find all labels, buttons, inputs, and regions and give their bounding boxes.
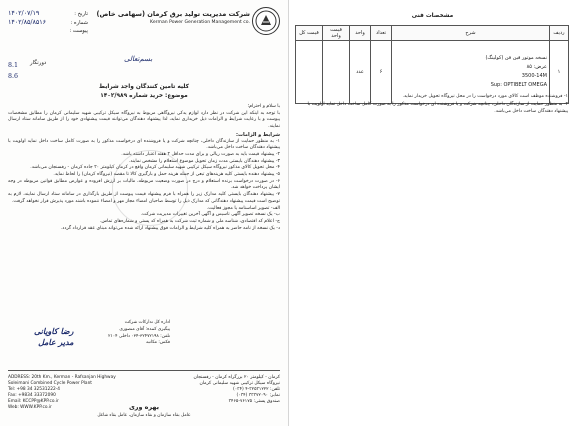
- spec-page: [289, 0, 576, 426]
- condition-item: ۴- محل تحویل کالای مذکور نیروگاه سیکل ترکیبی شهید سلیمانی کرمان واقع در کرمان کیلومتر ۲۰ جاده کرمان - رفسنجان می‌باشد.: [30, 165, 280, 171]
- condition-item: ۱- به منظور حمایت از سازندگان داخلی، چنانچه شرکت و یا فروشنده ای درخواست مذکور را به صورت کامل ساخت داخل نماید اولویت با پیشنهاد دهندگان ساخت داخل می‌باشد.: [8, 138, 280, 151]
- letter-meta: [8, 10, 88, 36]
- copy-line: فکس: مکاتبه: [145, 340, 170, 346]
- copies-list: [108, 320, 170, 347]
- hand-number-2: 8.6: [8, 73, 19, 80]
- footer-line: کرمان - کیلومتر ۲۰ بزرگراه کرمان - رفسنجان: [193, 375, 280, 380]
- footer-line: Fax: +9834 33372090: [8, 393, 56, 399]
- footer-line: تلفن: ۳۲۵۳۱۲۲۲-۴ (۰۳۴): [233, 387, 280, 393]
- condition-item: ج- اعلام کد اقتصادی، شناسه ملی و شماره ثبت شرکت به همراه کد پستی و شماره‌های تماس.: [99, 218, 280, 224]
- date-label: تاریخ :: [74, 11, 88, 17]
- condition-item: د- یک نسخه از نامه حاضر به همراه کلیه شرایط و الزامات فوق پیشنهاد ارائه شده می‌تواند مبنای عقد قرارداد گردد.: [60, 225, 280, 231]
- spec-note: ۱- فروشنده موظف است کالای مورد درخواست را در محل نیروگاه تحویل خریدار نماید.: [402, 94, 568, 99]
- company-logo-icon: [252, 7, 280, 35]
- condition-item: ۵- پیشنهاد دهنده بایستی کلیه هزینه‌های تبعی از جمله هزینه حمل و بارگیری کالا تا مقصد (نیروگاه کرمان) را لحاظ نماید.: [53, 172, 280, 178]
- col-quantity: تعداد: [371, 26, 392, 41]
- number-row: [8, 19, 88, 28]
- col-total-price: قیمت کل: [296, 26, 323, 41]
- col-description: شرح: [392, 26, 550, 41]
- salutation-handwriting: بسم‌تعالی: [124, 55, 153, 63]
- company-name-en: Kerman Power Generation Management co.: [150, 20, 250, 25]
- cell-quantity: ۶: [371, 41, 392, 104]
- company-name-fa: شرکت مدیریت تولید برق کرمان (سهامی خاص): [96, 10, 250, 18]
- date-row: [8, 10, 88, 19]
- signer-name: رضا کاویانی: [34, 326, 74, 336]
- destination-label: دورنگار: [30, 60, 47, 66]
- items-table: [295, 25, 569, 104]
- footer-line: نمابر: ۳۳۳۷۲۰۹۰ (۰۳۴): [236, 393, 280, 399]
- condition-item: ۲- پیشنهاد قیمت باید به صورت ریالی و برای مدت حداقل ۲ هفته اعتبار داشته باشد.: [121, 151, 280, 157]
- copy-line: پیگیری کننده: آقای منصوری: [119, 326, 170, 332]
- col-unit-price: قیمت واحد: [323, 26, 350, 41]
- footer-line: نیروگاه سیکل ترکیبی شهید سلیمانی کرمان: [199, 381, 280, 387]
- copy-line: اداره کل تدارکات شرکت: [124, 320, 170, 325]
- condition-item: ۶- در صورت درخواست برنده استعلام و درج در صورت وضعیت مربوطه، مالیات بر ارزش افزوده و عوارض مطابق قوانین مربوطه در وجه ایشان پرداخت خواهد شد.: [8, 178, 280, 191]
- description-line: نسخه موتور فین فن (کولینگ): [485, 55, 547, 61]
- spec-note: ۲- به منظور حمایت از سازندگان داخلی، چنانچه شرکت و یا فروشنده ای درخواست مذکور را به صورت کامل ساخت داخل نماید اولویت با پیشنهاد دهندگان ساخت داخل می‌باشد.: [307, 101, 568, 114]
- spec-title: مشخصات فنی: [411, 13, 454, 19]
- col-unit: واحد: [350, 26, 371, 41]
- footer-divider: [8, 370, 280, 371]
- footer-line: Web: WWW.KPP.co.ir: [8, 405, 52, 411]
- intro-paragraph: با توجه به اینکه این شرکت در نظر دارد لوازم یدکی نیروگاهی مربوط به نیروگاه سیکل ترکیبی شهید سلیمانی کرمان را مطابق مشخصات پیوست و با رعایت شرایط و الزامات ذیل خریداری نماید، لذا پیشنهاد دهندگان می‌توانند قیمت پیشنهادی خود را از طریق سامانه ستاد ارسال نمایند.: [8, 110, 280, 130]
- greeting: با سلام و احترام؛: [247, 104, 280, 109]
- attachment-row: [8, 27, 88, 36]
- signer-role: مدیر عامل: [38, 337, 74, 347]
- number-value: ۱۴۰۲/۸۵/۸۵۱۶: [8, 18, 47, 26]
- hand-number-1: 8.1: [8, 62, 19, 69]
- footer-line: صندوق پستی: ۷۶۱۷۵-۳۴۶۵: [228, 399, 280, 405]
- productivity-slogan-sub: عامل بقاء سازمان و نقاء سازمان، عامل بقاء شاغل: [97, 413, 191, 418]
- footer-line: ADDRESS: 20th Km., Kerman - Rafsanjan Highway: [8, 375, 116, 380]
- handwritten-numbers: [8, 60, 18, 82]
- spec-notes: [297, 94, 568, 116]
- condition-item: ۳- پیشنهاد دهندگان بایستی مدت زمان تحویل موضوع استعلام را مشخص نمایند.: [128, 158, 280, 164]
- conditions-heading: شرایط و الزامات:: [236, 131, 280, 138]
- description-line: Sup: OPTIBELT OMEGA: [490, 82, 547, 88]
- condition-item: الف- تصویر اساسنامه یا مجوز فعالیت.: [206, 205, 280, 211]
- attachment-label: پیوست :: [69, 28, 88, 34]
- description-line: عرض: ۸۵: [526, 64, 547, 70]
- copy-line: تلفن: ۳۲۴۷۲۱۹۸-۰۳۴ داخلی ۲۱۰۴: [108, 333, 170, 339]
- subject-title: موضوع: خرید شماره ۱۴۰۲/۹۸۹: [100, 93, 188, 99]
- condition-item: ب- یک نسخه تصویر آگهی تاسیس و آگهی آخرین تغییرات مدیریت شرکت.: [140, 212, 280, 218]
- footer-address-fa: [130, 375, 280, 405]
- recipient-title: کلیه تامین کنندگان واجد شرایط: [99, 84, 189, 90]
- number-label: شماره :: [70, 19, 88, 26]
- description-line: 3500-14M: [521, 73, 547, 79]
- col-index: ردیف: [550, 26, 569, 41]
- condition-item: ۷- پیشنهاد دهندگان بایستی کلیه مدارک زیر را همراه با فرم پیشنهاد قیمت پیوست از طریق بارگذاری در سامانه ستاد ارسال نمایند، لازم به توضیح است قیمت پیشنهاد دهندگانی که مدارک ذیل را توسط صاحبان امضاء مجاز مهر و امضاء ننموده باشند مورد پذیرش قرار نخواهد گرفت.: [8, 192, 280, 204]
- signature-handwriting: [34, 326, 74, 348]
- productivity-slogan: بهره وری: [128, 403, 160, 411]
- footer-line: Tel: +98 34 32531222-4: [8, 387, 60, 393]
- table-header-row: [296, 26, 569, 41]
- letter-body: [8, 104, 280, 232]
- footer-line: Email: KCCPP@KPP.co.ir: [8, 399, 59, 405]
- date-value: ۱۴۰۲/۰۷/۱۹: [8, 10, 40, 17]
- cell-unit: عدد: [350, 41, 371, 104]
- cell-index: ۱: [550, 41, 569, 104]
- footer-line: Soleimani Combined Cycle Power Plant: [8, 381, 92, 387]
